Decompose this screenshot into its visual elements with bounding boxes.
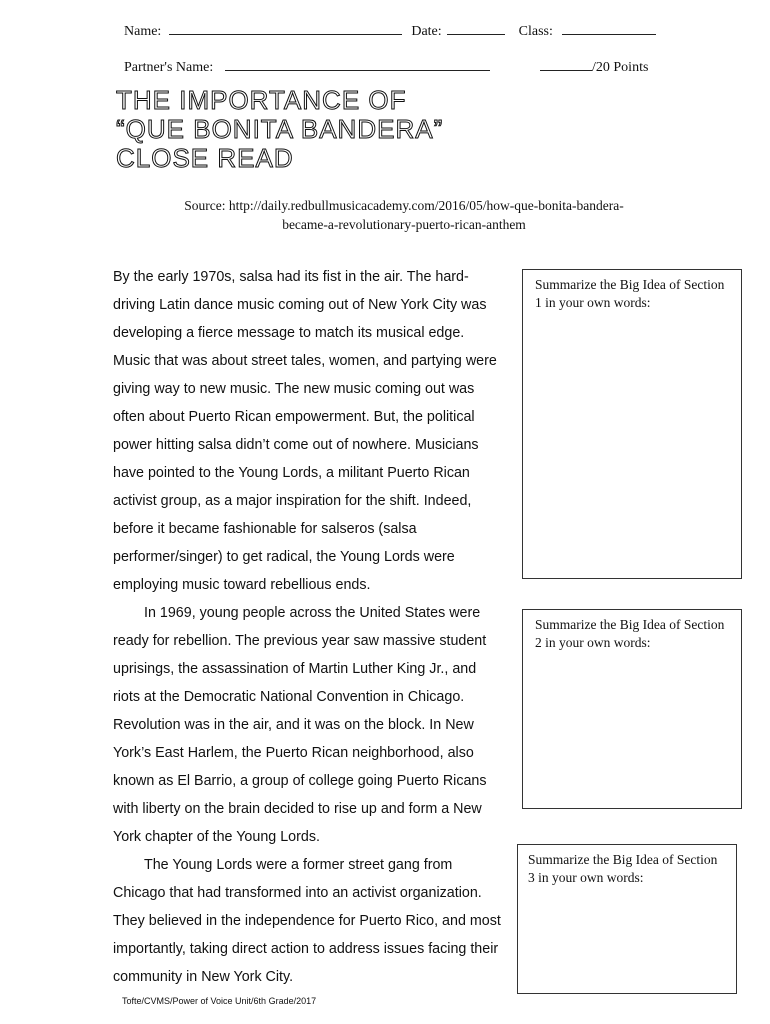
points-row: [540, 60, 648, 76]
summary-prompt-2: Summarize the Big Idea of Section 2 in your own words:: [535, 617, 725, 650]
date-label: Date:: [411, 24, 442, 39]
name-blank[interactable]: [169, 33, 402, 35]
summary-prompt-1: Summarize the Big Idea of Section 1 in your own words:: [535, 277, 725, 310]
page-title: [116, 86, 443, 173]
class-blank[interactable]: [562, 33, 656, 35]
paragraph-1: By the early 1970s, salsa had its fist in the air. The hard-driving Latin dance music coming out of New York City was developing a fierce message to match its musical edge. Music that was about street tales, women, and partying were giving way to new music. The new music coming out was often about Puerto Rican empowerment. But, the political power hitting salsa didn’t come out of nowhere. Musicians have pointed to the Young Lords, a militant Puerto Rican activist group, as a major inspiration for the shift. Indeed, before it became fashionable for salseros (salsa performer/singer) to get radical, the Young Lords were employing music toward rebellious ends.: [113, 269, 497, 593]
summary-prompt-3: Summarize the Big Idea of Section 3 in your own words:: [528, 852, 718, 885]
source-line-2: became-a-revolutionary-puerto-rican-anthem: [282, 217, 526, 232]
title-line-2: “QUE BONITA BANDERA”: [116, 114, 444, 144]
date-blank[interactable]: [447, 33, 505, 35]
title-line-3: CLOSE READ: [116, 143, 294, 173]
summary-box-section-2[interactable]: [522, 609, 742, 809]
partner-blank[interactable]: [225, 69, 490, 71]
title-line-1: THE IMPORTANCE OF: [116, 85, 407, 115]
header-name-row: [124, 24, 656, 40]
points-label: /20 Points: [592, 60, 649, 75]
class-label: Class:: [518, 24, 553, 39]
page-footer: Tofte/CVMS/Power of Voice Unit/6th Grade/2017: [122, 996, 317, 1006]
header-partner-row: [124, 60, 490, 76]
article-body: [113, 263, 505, 991]
summary-box-section-3[interactable]: [517, 844, 737, 994]
source-citation: [100, 196, 708, 234]
name-label: Name:: [124, 24, 162, 39]
paragraph-3: The Young Lords were a former street gang from Chicago that had transformed into an activist organization. They believed in the independence for Puerto Rico, and most importantly, taking direct action to address issues facing their community in New York City.: [113, 857, 501, 985]
points-blank[interactable]: [540, 69, 592, 71]
source-line-1: Source: http://daily.redbullmusicacademy.com/2016/05/how-que-bonita-bandera-: [184, 198, 624, 213]
partner-label: Partner's Name:: [124, 60, 214, 75]
summary-box-section-1[interactable]: [522, 269, 742, 579]
paragraph-2: In 1969, young people across the United States were ready for rebellion. The previous year saw massive student uprisings, the assassination of Martin Luther King Jr., and riots at the Democratic National Convention in Chicago. Revolution was in the air, and it was on the block. In New York’s East Harlem, the Puerto Rican neighborhood, also known as El Barrio, a group of college going Puerto Ricans with liberty on the brain decided to rise up and form a New York chapter of the Young Lords.: [113, 605, 487, 845]
